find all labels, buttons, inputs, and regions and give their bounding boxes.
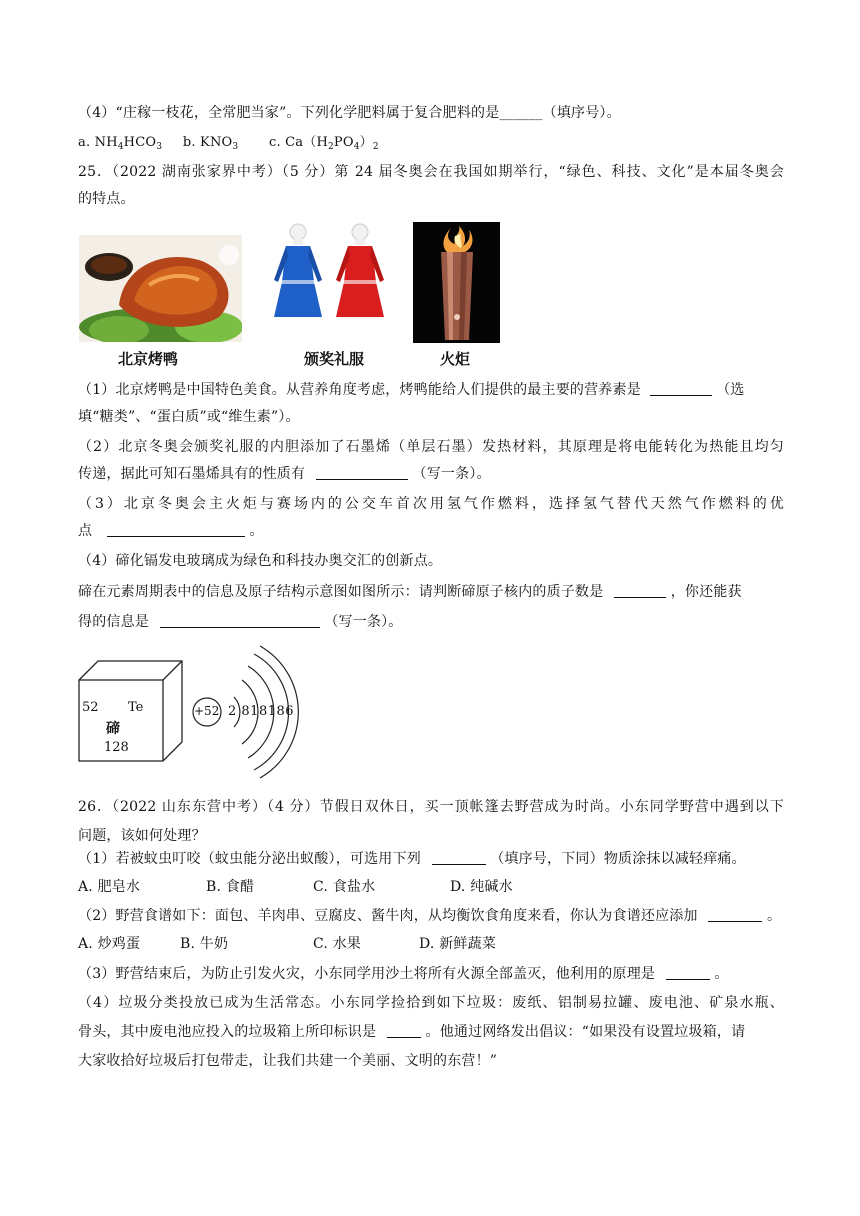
option-b: b. $KNO_3$: [182, 135, 239, 152]
option-b: B. 牛奶: [180, 936, 229, 952]
award-dress-image: [266, 222, 392, 344]
periodic-cell-figure: [76, 658, 186, 764]
option-d: D. 新鲜蔬菜: [419, 936, 497, 952]
nucleus-charge: +52: [194, 704, 220, 718]
torch-image: [413, 222, 500, 343]
atomic-number: 52: [82, 700, 99, 715]
q25-part5-line2: 得的信息是 （写一条）。: [78, 614, 403, 630]
q25-part3-line2: 点 。: [78, 523, 264, 539]
element-symbol: Te: [128, 700, 144, 715]
option-a: A. 炒鸡蛋: [78, 936, 141, 952]
q25-part3-line1: （3）北京冬奥会主火炬与赛场内的公交车首次用氢气作燃料，选择氢气替代天然气作燃料的优: [78, 496, 784, 512]
caption-torch: 火炬: [440, 350, 471, 368]
option-c: C. 食盐水: [313, 879, 376, 895]
q26-heading-line2: 问题，该如何处理？: [78, 828, 206, 844]
option-c: c. $Ca(H_2PO_4)_2$: [269, 135, 379, 152]
q26-heading-line1: 26．（2022 山东东营中考）（4 分）节假日双休日，买一顶帐篷去野营成为时尚。小东同学野营中遇到以下: [78, 799, 784, 815]
answer-blank[interactable]: [107, 522, 245, 537]
q24-options: [78, 133, 784, 157]
q26-part2: （2）野营食谱如下：面包、羊肉串、豆腐皮、酱牛肉，从均衡饮食角度来看，你认为食谱还应添加 。: [78, 908, 782, 924]
option-b: B. 食醋: [206, 879, 255, 895]
option-a: a. $NH_4HCO_3$: [78, 135, 163, 152]
caption-roast-duck: 北京烤鸭: [118, 350, 179, 368]
q25-part4: （4）碲化镉发电玻璃成为绿色和科技办奥交汇的创新点。: [78, 553, 443, 569]
q26-part4-line1: （4）垃圾分类投放已成为生活常态。小东同学捡拾到如下垃圾：废纸、铝制易拉罐、废电池、矿泉水瓶、: [78, 995, 784, 1011]
q25-part2-line1: （2）北京冬奥会颁奖礼服的内胆添加了石墨烯（单层石墨）发热材料，其原理是将电能转化为热能且均匀: [78, 439, 784, 455]
q25-part2-line2: 传递，据此可知石墨烯具有的性质有 （写一条）。: [78, 466, 491, 482]
q25-part1-line1: （1）北京烤鸭是中国特色美食。从营养角度考虑，烤鸭能给人们提供的最主要的营养素是 （选: [78, 382, 745, 398]
atomic-structure-diagram: [190, 642, 300, 782]
q26-part1: （1）若被蚊虫叮咬（蚊虫能分泌出蚁酸），可选用下列 （填序号，下同）物质涂抹以减轻痒痛。: [78, 851, 746, 867]
answer-blank[interactable]: [708, 907, 762, 922]
answer-blank[interactable]: [316, 465, 408, 480]
answer-blank[interactable]: [614, 583, 666, 598]
atomic-mass: 128: [104, 740, 129, 755]
q25-heading-line1: 25．（2022 湖南张家界中考）（5 分）第 24 届冬奥会在我国如期举行，“绿色、科技、文化”是本届冬奥会: [78, 164, 784, 180]
q25-part5-line1: 碲在元素周期表中的信息及原子结构示意图如图所示：请判断碲原子核内的质子数是 ，你还能获: [78, 584, 742, 600]
element-name: 碲: [106, 721, 120, 737]
answer-blank[interactable]: [432, 850, 486, 865]
option-a: A. 肥皂水: [78, 879, 141, 895]
answer-blank[interactable]: [666, 965, 710, 980]
option-c: C. 水果: [313, 936, 362, 952]
roast-duck-image: [79, 235, 242, 342]
q25-part1-line2: 填“糖类”、“蛋白质”或“维生素”）。: [78, 409, 300, 425]
answer-blank[interactable]: [650, 381, 712, 396]
q24-part4-text: （4）“庄稼一枝花，全常肥当家”。下列化学肥料属于复合肥料的是______（填序号）。: [78, 105, 621, 121]
q26-part3: （3）野营结束后，为防止引发火灾，小东同学用沙土将所有火源全部盖灭，他利用的原理是 。: [78, 966, 729, 982]
caption-award-dress: 颁奖礼服: [304, 350, 365, 368]
answer-blank[interactable]: [160, 613, 320, 628]
answer-blank[interactable]: [387, 1023, 421, 1038]
electron-shells: 2 818186: [228, 704, 295, 719]
q25-heading-line2: 的特点。: [78, 191, 135, 207]
q26-part4-line3: 大家收拾好垃圾后打包带走，让我们共建一个美丽、文明的东营！”: [78, 1053, 498, 1069]
option-d: D. 纯碱水: [450, 879, 513, 895]
q26-part4-line2: 骨头，其中废电池应投入的垃圾箱上所印标识是 。他通过网络发出倡议：“如果没有设置垃圾箱，请: [78, 1024, 746, 1040]
